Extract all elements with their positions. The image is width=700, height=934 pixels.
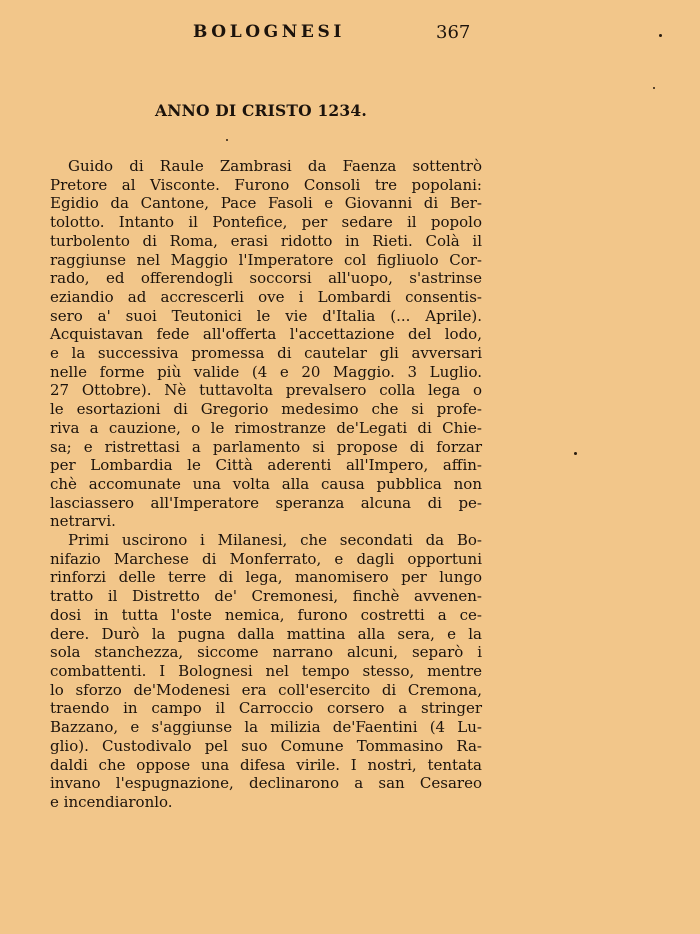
text-line: glio). Custodivalo pel suo Comune Tommasino Ra- xyxy=(50,736,482,755)
paper-speck xyxy=(659,34,662,37)
text-line: chè accomunate una volta alla causa pubblica non xyxy=(50,474,482,493)
text-line: nelle forme più valide (4 e 20 Maggio. 3 Luglio. xyxy=(50,362,482,381)
text-line: turbolento di Roma, erasi ridotto in Rieti. Colà il xyxy=(50,231,482,250)
text-line: tolotto. Intanto il Pontefice, per sedare il popolo xyxy=(50,213,482,232)
text-line: raggiunse nel Maggio l'Imperatore col figliuolo Cor- xyxy=(50,250,482,269)
paragraph-2 xyxy=(50,531,482,812)
text-line: traendo in campo il Carroccio corsero a stringer xyxy=(50,699,482,718)
running-head: BOLOGNESI xyxy=(193,22,345,42)
text-line: Pretore al Visconte. Furono Consoli tre popolani: xyxy=(50,175,482,194)
page-number: 367 xyxy=(436,22,471,43)
text-line: eziandio ad accrescerli ove i Lombardi consentis- xyxy=(50,287,482,306)
text-line: lo sforzo de'Modenesi era coll'esercito di Cremona, xyxy=(50,680,482,699)
paper-speck xyxy=(574,452,577,455)
text-line: riva a cauzione, o le rimostranze de'Legati di Chie- xyxy=(50,418,482,437)
text-line: lasciassero all'Imperatore speranza alcuna di pe- xyxy=(50,493,482,512)
text-line: invano l'espugnazione, declinarono a san Cesareo xyxy=(50,774,482,793)
text-line: Guido di Raule Zambrasi da Faenza sottentrò xyxy=(68,157,482,175)
paper-speck xyxy=(653,87,655,89)
paper-speck xyxy=(226,139,228,141)
text-line: dere. Durò la pugna dalla mattina alla sera, e la xyxy=(50,624,482,643)
text-line: nifazio Marchese di Monferrato, e dagli opportuni xyxy=(50,549,482,568)
text-line: Acquistavan fede all'offerta l'accettazione del lodo, xyxy=(50,325,482,344)
text-line: sola stanchezza, siccome narrano alcuni, separò i xyxy=(50,643,482,662)
text-line: Bazzano, e s'aggiunse la milizia de'Faentini (4 Lu- xyxy=(50,718,482,737)
text-line: e incendiaronlo. xyxy=(50,792,173,811)
text-line: Egidio da Cantone, Pace Fasoli e Giovanni di Ber- xyxy=(50,194,482,213)
text-line: tratto il Distretto de' Cremonesi, finchè avvenen- xyxy=(50,587,482,606)
text-line: e la successiva promessa di cautelar gli avversari xyxy=(50,344,482,363)
text-line: sero a' suoi Teutonici le vie d'Italia (... Aprile). xyxy=(50,306,482,325)
text-line: 27 Ottobre). Nè tuttavolta prevalsero colla lega o xyxy=(50,381,482,400)
text-line: Primi uscirono i Milanesi, che secondati da Bo- xyxy=(68,531,482,550)
text-line: rado, ed offerendogli soccorsi all'uopo, s'astrinse xyxy=(50,269,482,288)
text-line: combattenti. I Bolognesi nel tempo stesso, mentre xyxy=(50,661,482,680)
paragraph-1 xyxy=(50,157,482,531)
text-line: netrarvi. xyxy=(50,512,116,531)
body-text xyxy=(50,157,482,812)
text-line: dosi in tutta l'oste nemica, furono costretti a ce- xyxy=(50,605,482,624)
text-line: daldi che oppose una difesa virile. I nostri, tentata xyxy=(50,755,482,774)
text-line: rinforzi delle terre di lega, manomisero per lungo xyxy=(50,568,482,587)
text-line: per Lombardia le Città aderenti all'Impero, affin- xyxy=(50,456,482,475)
section-heading: ANNO DI CRISTO 1234. xyxy=(155,101,367,120)
text-line: sa; e ristrettasi a parlamento si propose di forzar xyxy=(50,437,482,456)
text-line: le esortazioni di Gregorio medesimo che si profe- xyxy=(50,400,482,419)
